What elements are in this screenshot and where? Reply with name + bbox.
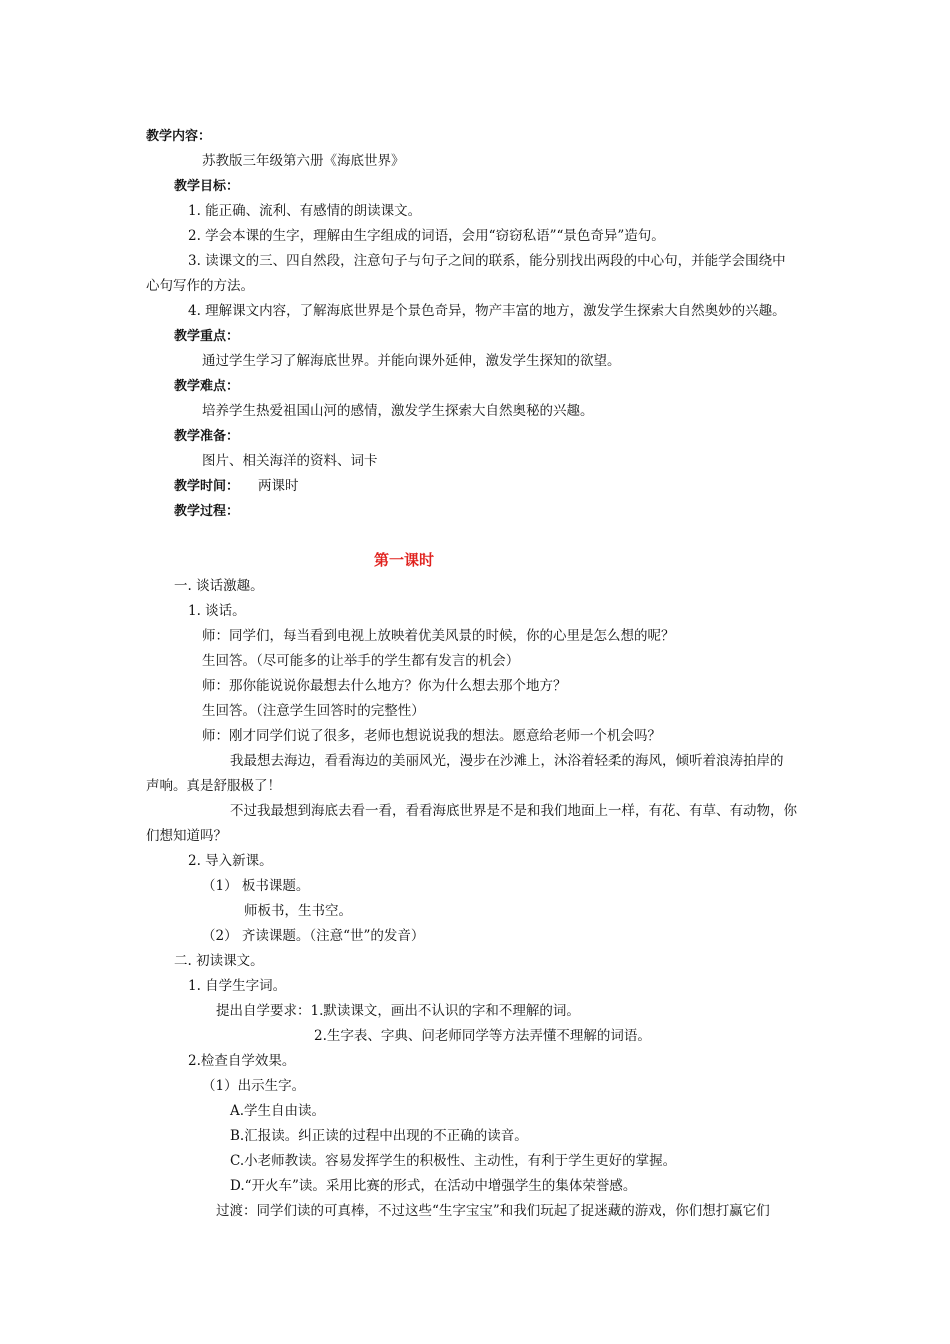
text-line: 师：刚才同学们说了很多，老师也想说说我的想法。愿意给老师一个机会吗？ [202, 728, 661, 744]
heading-key-points: 教学重点： [174, 329, 240, 344]
text-line: 声响。真是舒服极了！ [146, 778, 281, 794]
text-line: 心句写作的方法。 [146, 278, 254, 294]
text-line: D.“开火车”读。采用比赛的形式，在活动中增强学生的集体荣誉感。 [230, 1178, 637, 1194]
text-line: 不过我最想到海底去看一看，看看海底世界是不是和我们地面上一样，有花、有草、有动物，你 [230, 803, 797, 819]
heading-teaching-content: 教学内容： [146, 129, 212, 144]
text-line: 3. 读课文的三、四自然段，注意句子与句子之间的联系，能分别找出两段的中心句，并能学会围绕中 [188, 253, 786, 269]
text-line: 1. 能正确、流利、有感情的朗读课文。 [188, 203, 422, 219]
heading-teaching-process: 教学过程： [174, 504, 240, 519]
text-line: 一. 谈话激趣。 [174, 578, 264, 594]
text-line: （1）出示生字。 [202, 1078, 306, 1094]
heading-preparation: 教学准备： [174, 429, 240, 444]
text-line: 师：那你能说说你最想去什么地方？你为什么想去那个地方？ [202, 678, 567, 694]
text-line: 2.生字表、字典、问老师同学等方法弄懂不理解的词语。 [314, 1028, 651, 1044]
text-line: （1） 板书课题。 [202, 878, 310, 894]
text-line: 图片、相关海洋的资料、词卡 [202, 453, 378, 469]
heading-teaching-time: 教学时间： [174, 479, 240, 494]
text-line: 通过学生学习了解海底世界。并能向课外延伸，激发学生探知的欲望。 [202, 353, 621, 369]
text-line: A.学生自由读。 [230, 1103, 326, 1119]
text-line: 1. 自学生字词。 [188, 978, 287, 994]
text-line: 2. 导入新课。 [188, 853, 273, 869]
text-line: 师：同学们，每当看到电视上放映着优美风景的时候，你的心里是怎么想的呢？ [202, 628, 675, 644]
heading-teaching-goals: 教学目标： [174, 179, 240, 194]
text-line: 们想知道吗？ [146, 828, 227, 844]
heading-difficulties: 教学难点： [174, 379, 240, 394]
section-title-first-lesson: 第一课时 [374, 551, 435, 569]
text-line: 生回答。（注意学生回答时的完整性） [202, 703, 425, 719]
text-line: 2.检查自学效果。 [188, 1053, 296, 1069]
text-line: 1. 谈话。 [188, 603, 246, 619]
text-line: 提出自学要求：1.默读课文，画出不认识的字和不理解的词。 [216, 1003, 580, 1019]
text-line: 培养学生热爱祖国山河的感情，激发学生探索大自然奥秘的兴趣。 [202, 403, 594, 419]
text-line: （2） 齐读课题。（注意“世”的发音） [202, 928, 425, 944]
text-line: 4. 理解课文内容，了解海底世界是个景色奇异，物产丰富的地方，激发学生探索大自然奥妙的兴趣。 [188, 303, 786, 319]
text-line: 师板书，生书空。 [244, 903, 352, 919]
text-line: 苏教版三年级第六册《海底世界》 [202, 153, 405, 169]
text-line: 两课时 [258, 478, 299, 494]
text-line: B.汇报读。纠正读的过程中出现的不正确的读音。 [230, 1128, 528, 1144]
text-line: 生回答。（尽可能多的让举手的学生都有发言的机会） [202, 653, 520, 669]
text-line: 过渡：同学们读的可真棒，不过这些“生字宝宝”和我们玩起了捉迷藏的游戏，你们想打赢它们 [216, 1203, 770, 1219]
text-line: 二. 初读课文。 [174, 953, 264, 969]
text-line: C.小老师教读。容易发挥学生的积极性、主动性，有利于学生更好的掌握。 [230, 1153, 677, 1169]
text-line: 我最想去海边，看看海边的美丽风光，漫步在沙滩上，沐浴着轻柔的海风，倾听着浪涛拍岸的 [230, 753, 784, 769]
text-line: 2. 学会本课的生字，理解由生字组成的词语，会用“窃窃私语”“景色奇异”造句。 [188, 228, 665, 244]
